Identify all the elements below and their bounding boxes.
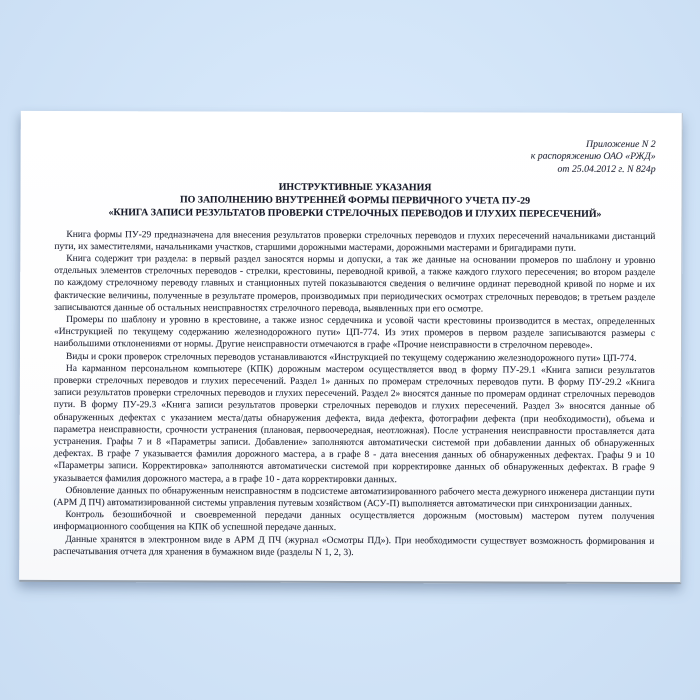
body-paragraph: На карманном персональном компьютере (КПК) дорожным мастером осуществляется ввод в форму ПУ-29.1 «Книга записи результатов проверки стрелочных переводов и глухих пересечений. Раздел 1» данных по промерам стрелочных переводов пути. В форму ПУ-29.2 «Книга записи результатов проверки стрелочных переводов и глухих пересечений. Раздел 2» вносятся данные по промерам ординат стрелочных переводов пути. В форму ПУ-29.3 «Книга записи результатов проверки стрелочных переводов и глухих пересечений. Раздел 3» вносятся данные об обнаруженных дефектах с указанием места/даты обнаружения дефекта, вида дефекта, фотографии дефекта (при необходимости), объема и параметра неисправности, срочности устранения (плановая, первоочередная, неотложная). После устранения неисправности проставляется дата устранения. Графы 7 и 8 «Параметры записи. Добавление» заполняются автоматически системой при добавлении данных об обнаруженных дефектах. В графе 7 указывается фамилия дорожного мастера, а в графе 8 - дата внесения данных об обнаруженных дефектах. Графы 9 и 10 «Параметры записи. Корректировка» заполняются автоматически системой при корректировке данных об обнаруженных дефектах. В графе 9 указывается фамилия дорожного мастера, а в графе 10 - дата корректировки данных.	[53, 363, 655, 485]
document-page	[19, 111, 683, 584]
document-title	[54, 181, 655, 221]
body-paragraph: Виды и сроки проверок стрелочных переводов устанавливаются «Инструкцией по текущему содержанию железнодорожного пути» ЦП-774.	[65, 351, 637, 364]
body-paragraph: Книга содержит три раздела: в первый раздел заносятся нормы и допуски, а так же данные на основании промеров по шаблону и уровню отдельных элементов стрелочных переводов - стрелки, крестовины, переводной кривой, а также каждого глухого пересечения; во втором разделе по каждому стрелочному переводу главных и станционных путей показываются сведения о величине ординат переводной кривой по норме и их фактические величины, полученные в результате промеров, производимых при периодических осмотрах стрелочных переводов; в третьем разделе записываются данные об остальных неисправностях стрелочного перевода, выявленных при его осмотре.	[54, 254, 656, 315]
body-paragraph: Обновление данных по обнаруженным неисправностям в подсистеме автоматизированного рабочего места дежурного инженера дистанции пути (АРМ Д ПЧ) автоматизированной системы управления путевым хозяйством (АСУ-П) выполняется автоматически при синхронизации данных.	[53, 485, 655, 511]
document-title-line: ИНСТРУКТИВНЫЕ УКАЗАНИЯ	[278, 181, 432, 194]
document-annotation	[55, 137, 656, 176]
document-body	[53, 229, 655, 561]
body-paragraph: Контроль безошибочной и своевременной передачи данных осуществляется дорожным (мостовым) мастером путем получения информационного сообщения на КПК об успешной передаче данных.	[53, 510, 655, 534]
annotation-line: Приложение N 2	[585, 138, 656, 151]
annotation-line: от 25.04.2012 г. N 824р	[557, 163, 656, 175]
body-paragraph: Промеры по шаблону и уровню в крестовине, а также износ сердечника и усовой части крестовины производится в местах, определенных «Инструкцией по текущему содержанию железнодорожного пути» ЦП-774. Из этих промеров в первом разделе записываются размеры с наибольшими отклонениями от нормы. Другие неисправности отмечаются в графе «Прочие неисправности в стрелочном переводе».	[53, 315, 656, 352]
annotation-line: к распоряжению ОАО «РЖД»	[530, 151, 656, 163]
document-title-line: «КНИГА ЗАПИСИ РЕЗУЛЬТАТОВ ПРОВЕРКИ СТРЕЛОЧНЫХ ПЕРЕВОДОВ И ГЛУХИХ ПЕРЕСЕЧЕНИЙ»	[108, 206, 602, 220]
document-title-line: ПО ЗАПОЛНЕНИЮ ВНУТРЕННЕЙ ФОРМЫ ПЕРВИЧНОГО УЧЕТА ПУ-29	[179, 194, 531, 207]
body-paragraph: Книга формы ПУ-29 предназначена для внесения результатов проверки стрелочных переводов и глухих пересечений начальниками дистанций пути, их заместителями, начальниками участков, старшими дорожными мастерами, дорожными мастерами и бригадирами пути.	[54, 229, 656, 254]
body-paragraph: Данные хранятся в электронном виде в АРМ Д ПЧ (журнал «Осмотры ПД»). При необходимости существует возможность формирования и распечатывания отчета для хранения в бумажном виде (разделы N 1, 2, 3).	[53, 534, 655, 558]
